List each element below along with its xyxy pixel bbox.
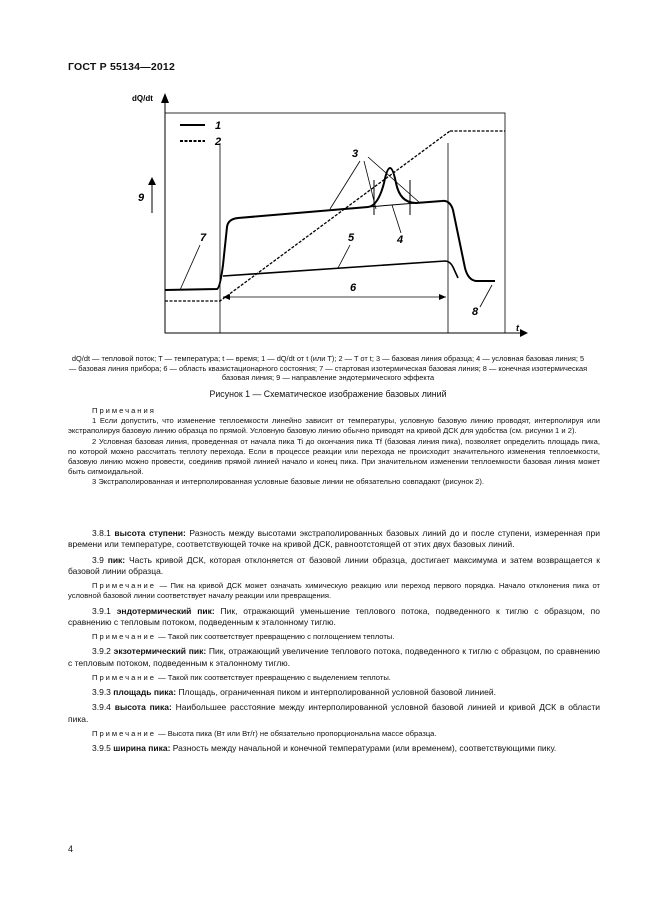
x-axis-label: t [516, 323, 519, 333]
callout-4: 4 [397, 234, 404, 246]
page-number: 4 [68, 844, 74, 854]
term-3-8-1 [68, 528, 600, 551]
y-axis-arrow-icon [161, 93, 169, 103]
term-3-9-4 [68, 702, 600, 725]
terms-block [68, 528, 600, 755]
y-axis-label: dQ/dt [132, 94, 153, 103]
callout-8: 8 [472, 306, 479, 318]
note-2: 2 Условная базовая линия, проведенная от начала пика Ti до окончания пика Tf (базовая линия пика), позволяет определить площадь пика, по которой можно рассчитать теплоту перехода. Если в процессе реакции или перехода не происходит значительного изменения теплоемкости, базовую линию можно провести, соединив прямой линией начало и конец пика. При значительном изменении теплоемкости базовая линия может быть сигмоидальной. [68, 436, 600, 477]
endothermic-arrow-icon [148, 177, 156, 185]
dsc-curve [165, 168, 495, 290]
note-text: — Пик на кривой ДСК может означать химическую реакцию или переход первого порядка. Начало отклонения пика от условной базовой линии соответствует началу реакции или превращения. [68, 581, 600, 601]
term-3-9-5 [68, 743, 600, 754]
notes-heading: Примечания [92, 406, 156, 415]
callout-4-leader [392, 205, 401, 233]
callout-3-leader-a [330, 161, 360, 209]
region-6-arrow-right-icon [439, 294, 446, 300]
note-text: — Такой пик соответствует превращению с поглощением теплоты. [158, 632, 395, 642]
term-number: 3.9.2 [92, 646, 111, 657]
term-3-9-note [68, 581, 600, 601]
callout-8-leader [480, 285, 492, 307]
legend-label-1: 1 [215, 120, 222, 132]
term-3-9 [68, 555, 600, 578]
term-title: площадь пика: [113, 687, 177, 698]
x-axis-arrow-icon [520, 329, 528, 337]
note-text: — Такой пик соответствует превращению с выделением теплоты. [158, 672, 391, 682]
term-title: пик: [107, 554, 126, 565]
term-3-9-1-note [68, 632, 600, 642]
callout-7-leader [180, 245, 200, 290]
callout-3: 3 [352, 148, 359, 160]
term-definition: Пик, отражающий увеличение теплового потока, подведенного к тиглю с образцом, по сравнению с тепловым потоком, подведенным к эталонному тиглю. [68, 646, 600, 668]
term-definition: Площадь, ограниченная пиком и интерполированной условной базовой линией. [178, 687, 497, 698]
term-definition: Наибольшее расстояние между интерполированной условной базовой линией и кривой ДСК в области пика. [68, 702, 600, 724]
figure-caption: dQ/dt — тепловой поток; T — температура; t — время; 1 — dQ/dt от t (или T); 2 — T от t; 3 — базовая линия образца; 4 — условная базовая линия; 5 — базовая линия прибора; 6 — область квазистационарного состояния; 7 — стартовая изотермическая базовая линия; 8 — конечная изотермическая базовая линия; 9 — направление эндотермического эффекта [68, 354, 588, 383]
term-3-9-1 [68, 606, 600, 629]
term-definition: Пик, отражающий уменьшение теплового потока, подведенного к тиглю с образцом, по сравнению с тепловым потоком, подведенным к эталонному тиглю. [68, 605, 600, 627]
callout-6: 6 [350, 282, 357, 294]
note-word: Примечание [92, 729, 156, 739]
figure-title: Рисунок 1 — Схематическое изображение базовых линий [209, 389, 447, 399]
term-number: 3.9.4 [92, 702, 111, 713]
callout-7: 7 [200, 232, 207, 244]
legend-label-2: 2 [215, 136, 222, 148]
note-word: Примечание [92, 632, 156, 642]
term-3-9-4-note [68, 729, 600, 739]
term-3-9-2 [68, 646, 600, 669]
term-title: экзотермический пик: [113, 646, 207, 657]
note-word: Примечание [92, 672, 156, 682]
callout-3-leader-c [368, 157, 420, 203]
note-word: Примечание [92, 581, 156, 591]
callout-5-leader [338, 245, 350, 268]
callout-5: 5 [348, 232, 355, 244]
term-title: высота пика: [114, 702, 172, 713]
note-text: — Высота пика (Вт или Вт/г) не обязательно пропорциональна массе образца. [158, 729, 437, 739]
term-number: 3.9 [92, 554, 104, 565]
notes-block [68, 406, 600, 488]
term-title: высота ступени: [114, 528, 186, 538]
term-number: 3.8.1 [92, 528, 111, 538]
term-definition: Часть кривой ДСК, которая отклоняется от базовой линии образца, достигает максимума и затем возвращается к базовой линии образца. [68, 554, 600, 576]
term-title: ширина пика: [113, 743, 171, 754]
baseline-diagram [120, 85, 530, 345]
term-definition: Разность между высотами экстраполированных базовых линий до и после ступени, измеренная при времени или температуре, соответствующей точке на кривой ДСК, равноотстоящей от этих двух базовых линий. [68, 528, 600, 550]
term-number: 3.9.5 [92, 743, 111, 754]
callout-9: 9 [138, 192, 145, 204]
term-title: эндотермический пик: [116, 605, 215, 616]
term-number: 3.9.3 [92, 687, 111, 698]
document-header: ГОСТ Р 55134—2012 [68, 61, 176, 73]
term-3-9-2-note [68, 673, 600, 683]
region-6-arrow-left-icon [223, 294, 230, 300]
term-3-9-3 [68, 687, 600, 698]
note-1: 1 Если допустить, что изменение теплоемкости линейно зависит от температуры, условную базовую линию проводят, интерполируя или экстраполируя базовую линию образца по прямой. Условную базовую линию обычно приводят на кривой ДСК для удобства (см. рисунки 1 и 2). [68, 416, 600, 436]
note-3: 3 Экстраполированная и интерполированная условные базовые линии не обязательно совпадают (рисунок 2). [92, 477, 485, 487]
term-definition: Разность между начальной и конечной температурами (или временем), соответствующими пику. [172, 743, 557, 754]
term-number: 3.9.1 [92, 605, 111, 616]
